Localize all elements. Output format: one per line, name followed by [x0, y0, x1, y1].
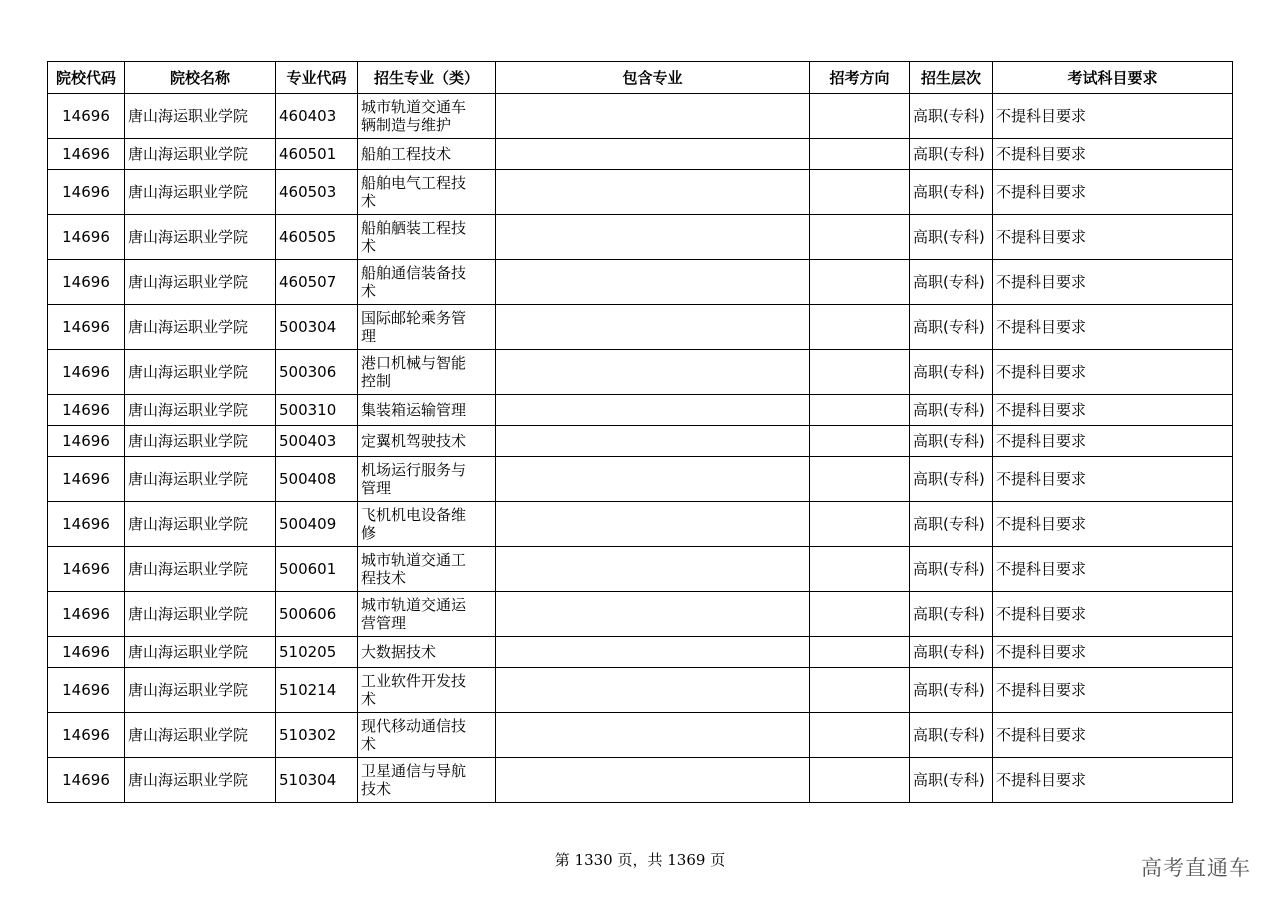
major-line: 术 [361, 735, 377, 753]
requirement-cell: 不提科目要求 [993, 170, 1233, 215]
major-line: 技术 [361, 780, 392, 798]
direction-cell [810, 395, 910, 426]
school-name-cell: 唐山海运职业学院 [125, 547, 276, 592]
major-cell [358, 426, 496, 457]
major-code-cell: 500306 [276, 350, 358, 395]
school-code-cell: 14696 [48, 139, 125, 170]
header-requirement: 考试科目要求 [993, 62, 1233, 94]
major-code-cell: 510302 [276, 713, 358, 758]
included-majors-cell [496, 457, 810, 502]
major-cell [358, 94, 496, 139]
header-row [48, 62, 1233, 94]
level-cell: 高职(专科) [910, 547, 993, 592]
header-major: 招生专业（类） [358, 62, 496, 94]
major-line: 辆制造与维护 [361, 116, 452, 134]
major-line: 城市轨道交通运 [361, 596, 467, 614]
included-majors-cell [496, 170, 810, 215]
requirement-cell: 不提科目要求 [993, 758, 1233, 803]
major-line: 卫星通信与导航 [361, 762, 467, 780]
school-code-cell: 14696 [48, 350, 125, 395]
major-cell [358, 758, 496, 803]
requirement-cell: 不提科目要求 [993, 637, 1233, 668]
included-majors-cell [496, 592, 810, 637]
school-name-cell: 唐山海运职业学院 [125, 395, 276, 426]
school-name-cell: 唐山海运职业学院 [125, 668, 276, 713]
school-name-cell: 唐山海运职业学院 [125, 94, 276, 139]
major-code-cell: 500403 [276, 426, 358, 457]
school-name-cell: 唐山海运职业学院 [125, 637, 276, 668]
table-row [48, 668, 1233, 713]
major-code-cell: 500310 [276, 395, 358, 426]
school-name-cell: 唐山海运职业学院 [125, 758, 276, 803]
major-line: 船舶通信装备技 [361, 264, 467, 282]
requirement-cell: 不提科目要求 [993, 668, 1233, 713]
school-code-cell: 14696 [48, 305, 125, 350]
major-cell [358, 547, 496, 592]
table-row [48, 350, 1233, 395]
included-majors-cell [496, 547, 810, 592]
major-line: 术 [361, 192, 377, 210]
direction-cell [810, 758, 910, 803]
major-line: 控制 [361, 372, 392, 390]
school-code-cell: 14696 [48, 502, 125, 547]
direction-cell [810, 502, 910, 547]
school-code-cell: 14696 [48, 426, 125, 457]
direction-cell [810, 592, 910, 637]
major-line: 船舶舾装工程技 [361, 219, 467, 237]
included-majors-cell [496, 502, 810, 547]
level-cell: 高职(专科) [910, 592, 993, 637]
major-code-cell: 460505 [276, 215, 358, 260]
level-cell: 高职(专科) [910, 713, 993, 758]
major-line: 术 [361, 690, 377, 708]
direction-cell [810, 94, 910, 139]
table-row [48, 758, 1233, 803]
level-cell: 高职(专科) [910, 139, 993, 170]
requirement-cell: 不提科目要求 [993, 215, 1233, 260]
major-cell [358, 395, 496, 426]
requirement-cell: 不提科目要求 [993, 395, 1233, 426]
major-line: 营管理 [361, 614, 407, 632]
table-row [48, 426, 1233, 457]
included-majors-cell [496, 94, 810, 139]
level-cell: 高职(专科) [910, 668, 993, 713]
school-name-cell: 唐山海运职业学院 [125, 139, 276, 170]
major-code-cell: 510304 [276, 758, 358, 803]
major-code-cell: 510214 [276, 668, 358, 713]
level-cell: 高职(专科) [910, 426, 993, 457]
included-majors-cell [496, 305, 810, 350]
direction-cell [810, 260, 910, 305]
major-line: 飞机机电设备维 [361, 506, 467, 524]
header-major-code: 专业代码 [276, 62, 358, 94]
major-code-cell: 500304 [276, 305, 358, 350]
major-line: 理 [361, 327, 377, 345]
major-code-cell: 460403 [276, 94, 358, 139]
requirement-cell: 不提科目要求 [993, 592, 1233, 637]
requirement-cell: 不提科目要求 [993, 350, 1233, 395]
requirement-cell: 不提科目要求 [993, 139, 1233, 170]
major-line: 城市轨道交通车 [361, 98, 467, 116]
major-code-cell: 460503 [276, 170, 358, 215]
major-cell [358, 260, 496, 305]
school-code-cell: 14696 [48, 215, 125, 260]
major-line: 船舶工程技术 [361, 145, 452, 163]
table-row [48, 305, 1233, 350]
school-code-cell: 14696 [48, 668, 125, 713]
school-code-cell: 14696 [48, 457, 125, 502]
included-majors-cell [496, 260, 810, 305]
school-name-cell: 唐山海运职业学院 [125, 713, 276, 758]
school-name-cell: 唐山海运职业学院 [125, 457, 276, 502]
major-code-cell: 460507 [276, 260, 358, 305]
school-code-cell: 14696 [48, 713, 125, 758]
requirement-cell: 不提科目要求 [993, 426, 1233, 457]
school-name-cell: 唐山海运职业学院 [125, 170, 276, 215]
direction-cell [810, 668, 910, 713]
included-majors-cell [496, 139, 810, 170]
direction-cell [810, 215, 910, 260]
table-row [48, 547, 1233, 592]
school-code-cell: 14696 [48, 170, 125, 215]
major-cell [358, 305, 496, 350]
school-code-cell: 14696 [48, 637, 125, 668]
header-direction: 招考方向 [810, 62, 910, 94]
major-line: 港口机械与智能 [361, 354, 467, 372]
major-code-cell: 500408 [276, 457, 358, 502]
included-majors-cell [496, 395, 810, 426]
level-cell: 高职(专科) [910, 350, 993, 395]
included-majors-cell [496, 637, 810, 668]
major-code-cell: 500409 [276, 502, 358, 547]
school-name-cell: 唐山海运职业学院 [125, 305, 276, 350]
major-line: 国际邮轮乘务管 [361, 309, 467, 327]
level-cell: 高职(专科) [910, 170, 993, 215]
major-line: 术 [361, 282, 377, 300]
major-line: 修 [361, 524, 377, 542]
major-line: 工业软件开发技 [361, 672, 467, 690]
school-code-cell: 14696 [48, 547, 125, 592]
major-line: 集装箱运输管理 [361, 401, 467, 419]
included-majors-cell [496, 350, 810, 395]
level-cell: 高职(专科) [910, 502, 993, 547]
major-line: 术 [361, 237, 377, 255]
header-school-code: 院校代码 [48, 62, 125, 94]
school-code-cell: 14696 [48, 758, 125, 803]
table-row [48, 215, 1233, 260]
school-name-cell: 唐山海运职业学院 [125, 592, 276, 637]
level-cell: 高职(专科) [910, 457, 993, 502]
direction-cell [810, 426, 910, 457]
school-name-cell: 唐山海运职业学院 [125, 426, 276, 457]
direction-cell [810, 457, 910, 502]
table-row [48, 139, 1233, 170]
major-cell [358, 592, 496, 637]
requirement-cell: 不提科目要求 [993, 713, 1233, 758]
school-name-cell: 唐山海运职业学院 [125, 502, 276, 547]
direction-cell [810, 170, 910, 215]
major-code-cell: 500601 [276, 547, 358, 592]
major-cell [358, 350, 496, 395]
direction-cell [810, 305, 910, 350]
major-cell [358, 457, 496, 502]
watermark: 高考直通车 [1141, 856, 1251, 880]
major-line: 定翼机驾驶技术 [361, 432, 467, 450]
level-cell: 高职(专科) [910, 758, 993, 803]
major-cell [358, 637, 496, 668]
school-code-cell: 14696 [48, 395, 125, 426]
major-line: 现代移动通信技 [361, 717, 467, 735]
major-code-cell: 500606 [276, 592, 358, 637]
included-majors-cell [496, 426, 810, 457]
included-majors-cell [496, 215, 810, 260]
level-cell: 高职(专科) [910, 215, 993, 260]
major-line: 船舶电气工程技 [361, 174, 467, 192]
direction-cell [810, 139, 910, 170]
major-line: 机场运行服务与 [361, 461, 467, 479]
direction-cell [810, 350, 910, 395]
level-cell: 高职(专科) [910, 260, 993, 305]
page-number: 第 1330 页，共 1369 页 [554, 851, 726, 869]
direction-cell [810, 713, 910, 758]
table-row [48, 260, 1233, 305]
requirement-cell: 不提科目要求 [993, 94, 1233, 139]
major-cell [358, 215, 496, 260]
table-row [48, 395, 1233, 426]
level-cell: 高职(专科) [910, 94, 993, 139]
major-code-cell: 510205 [276, 637, 358, 668]
table-row [48, 94, 1233, 139]
major-cell [358, 668, 496, 713]
level-cell: 高职(专科) [910, 395, 993, 426]
included-majors-cell [496, 758, 810, 803]
table-row [48, 502, 1233, 547]
table-row [48, 170, 1233, 215]
level-cell: 高职(专科) [910, 637, 993, 668]
major-line: 程技术 [361, 569, 407, 587]
major-cell [358, 170, 496, 215]
requirement-cell: 不提科目要求 [993, 260, 1233, 305]
major-line: 大数据技术 [361, 643, 437, 661]
included-majors-cell [496, 713, 810, 758]
included-majors-cell [496, 668, 810, 713]
requirement-cell: 不提科目要求 [993, 457, 1233, 502]
table-row [48, 457, 1233, 502]
major-cell [358, 502, 496, 547]
header-level: 招生层次 [910, 62, 993, 94]
school-code-cell: 14696 [48, 260, 125, 305]
level-cell: 高职(专科) [910, 305, 993, 350]
direction-cell [810, 637, 910, 668]
requirement-cell: 不提科目要求 [993, 305, 1233, 350]
major-cell [358, 139, 496, 170]
table-row [48, 637, 1233, 668]
admissions-table [47, 61, 1233, 803]
major-line: 管理 [361, 479, 392, 497]
school-name-cell: 唐山海运职业学院 [125, 260, 276, 305]
school-name-cell: 唐山海运职业学院 [125, 350, 276, 395]
table-body [48, 94, 1233, 803]
major-code-cell: 460501 [276, 139, 358, 170]
school-name-cell: 唐山海运职业学院 [125, 215, 276, 260]
table-row [48, 592, 1233, 637]
header-school-name: 院校名称 [125, 62, 276, 94]
school-code-cell: 14696 [48, 94, 125, 139]
direction-cell [810, 547, 910, 592]
table-row [48, 713, 1233, 758]
major-line: 城市轨道交通工 [361, 551, 467, 569]
requirement-cell: 不提科目要求 [993, 502, 1233, 547]
school-code-cell: 14696 [48, 592, 125, 637]
major-cell [358, 713, 496, 758]
header-included-majors: 包含专业 [496, 62, 810, 94]
requirement-cell: 不提科目要求 [993, 547, 1233, 592]
